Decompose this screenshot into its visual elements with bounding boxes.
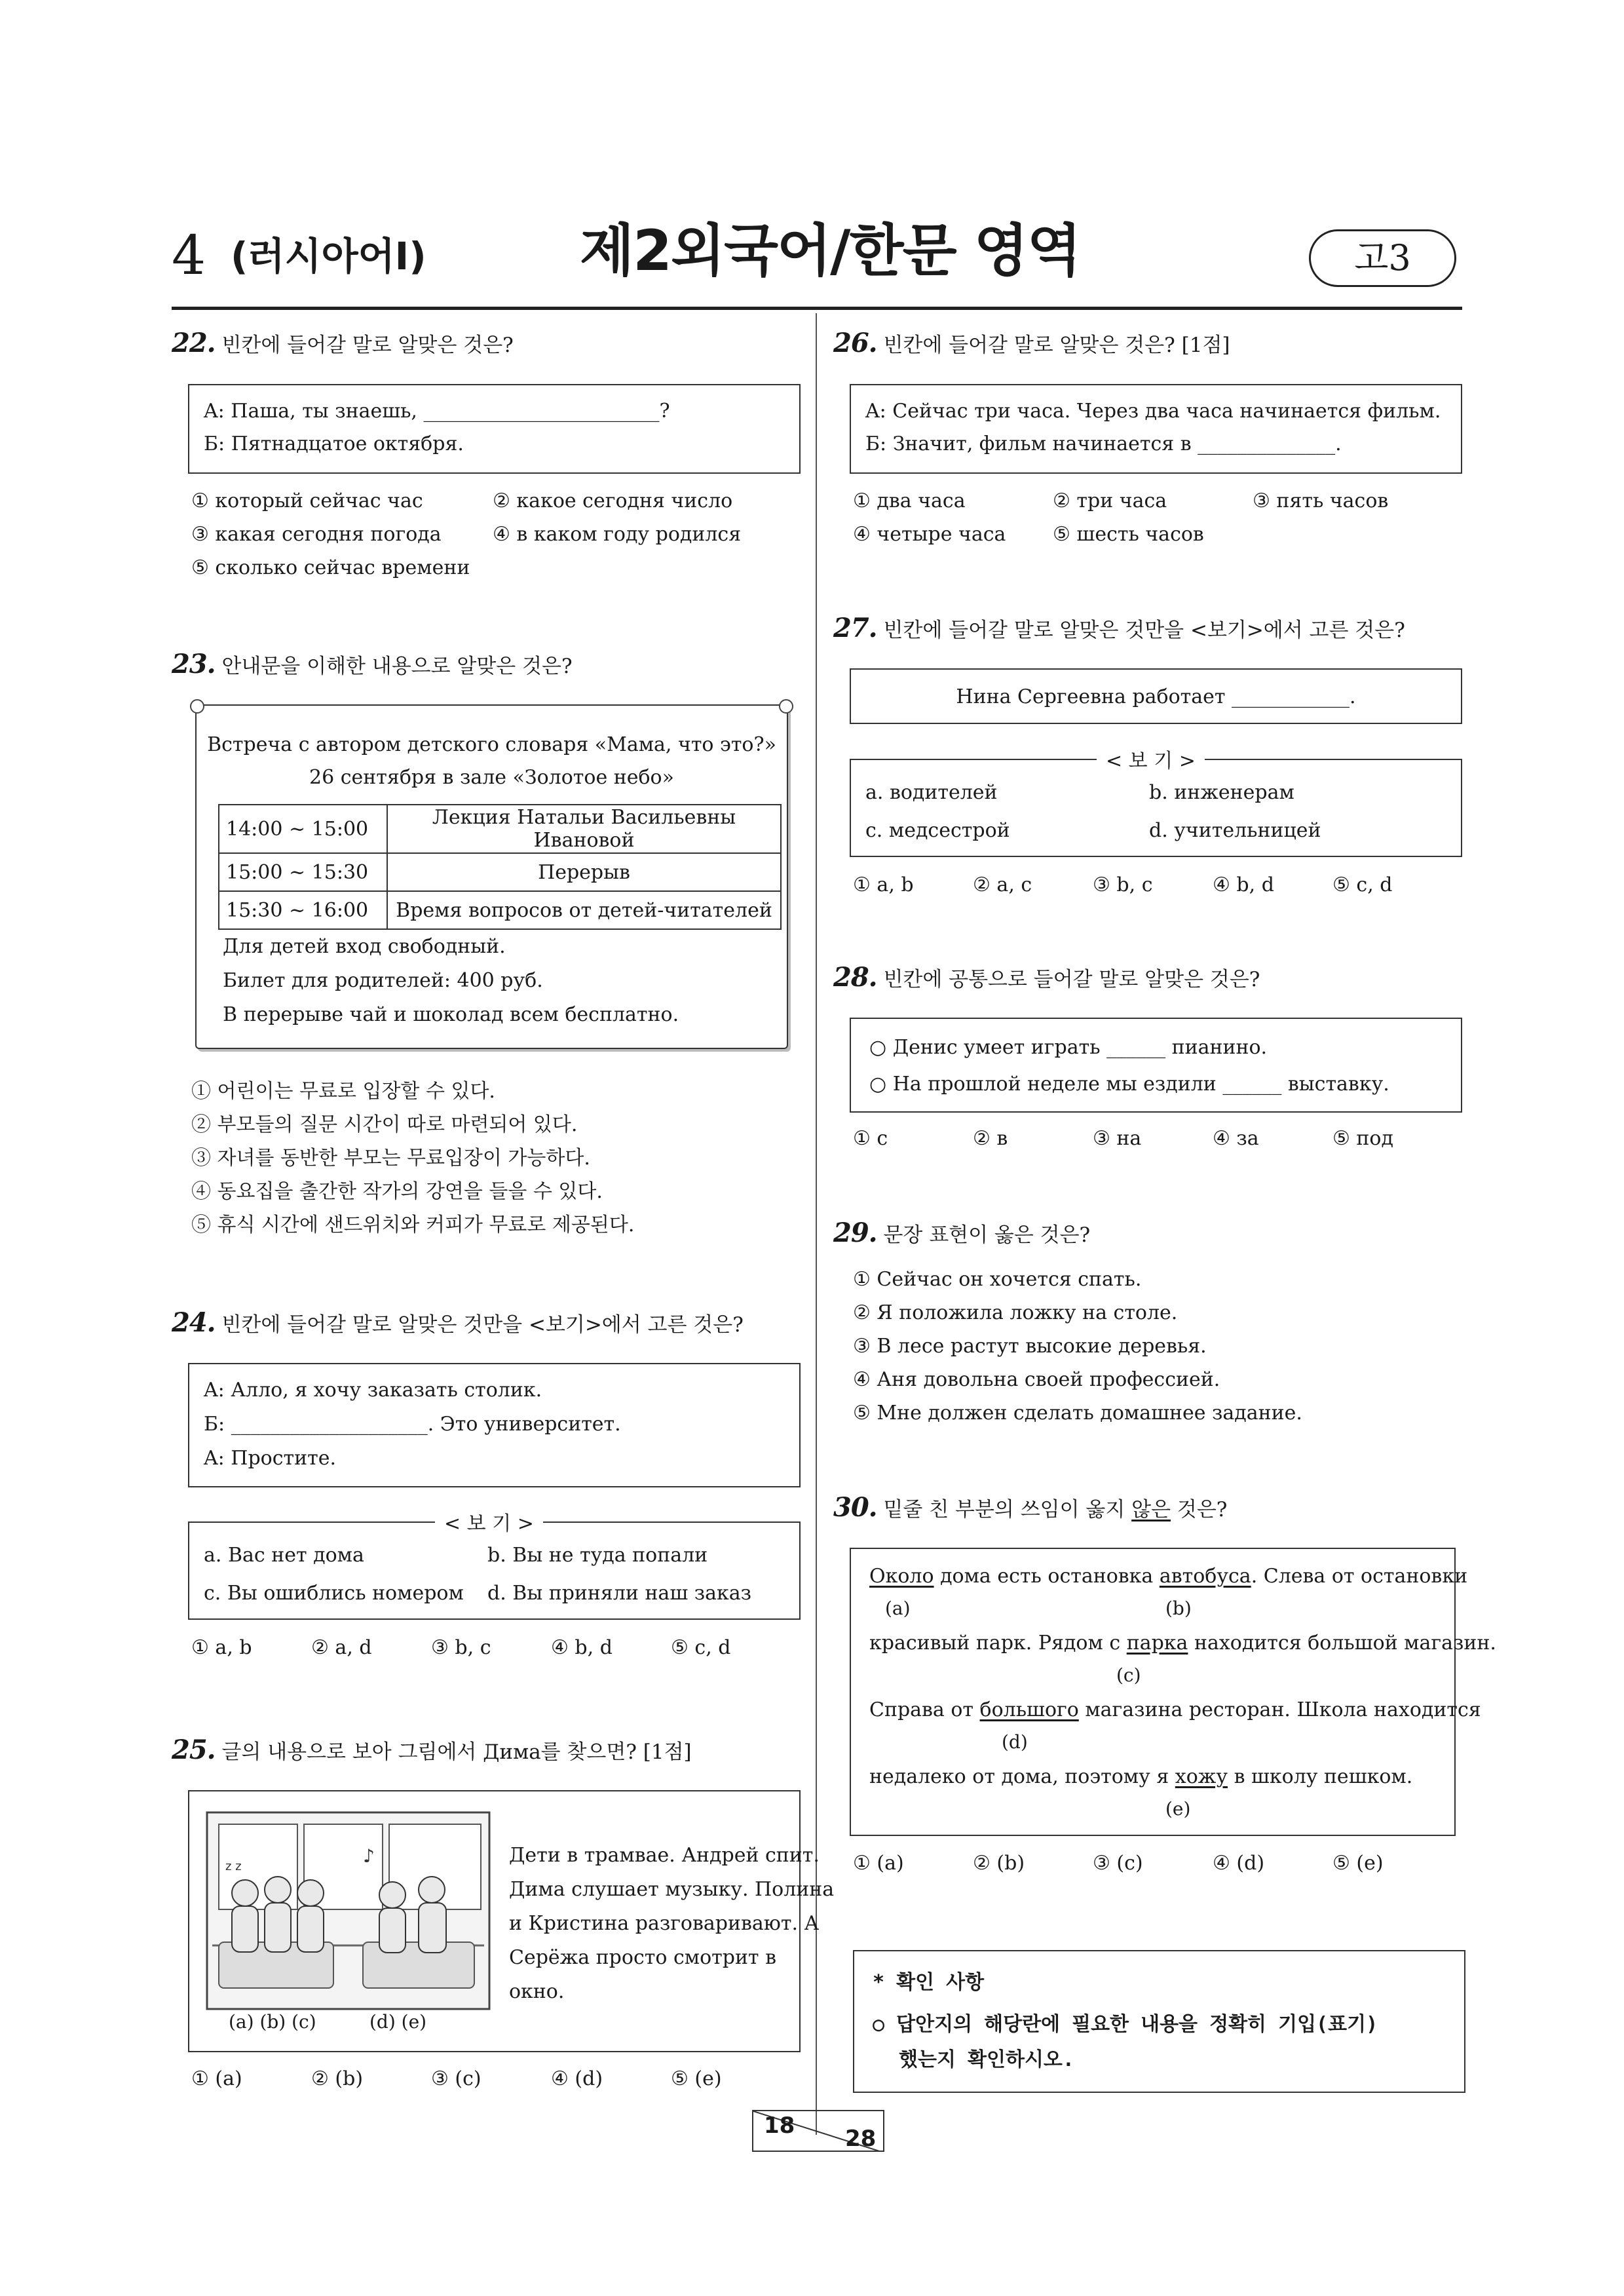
check-notice-box	[853, 1950, 1465, 2093]
option-5[interactable]: ⑤ (e)	[1332, 1852, 1384, 1875]
passage-text: . Слева от остановки	[1251, 1565, 1468, 1588]
check-title: * 확인 사항	[873, 1971, 985, 1994]
figure-labels: (a) (b) (c)	[229, 2011, 316, 2033]
option-1[interactable]: ① a, b	[853, 873, 914, 896]
question-text: 빈칸에 공통으로 들어갈 말로 알맞은 것은?	[883, 968, 1260, 991]
dialogue-line: Б: Пятнадцатое октября.	[204, 432, 464, 455]
option-3[interactable]: ③ b, c	[431, 1636, 491, 1659]
question-number: 27.	[833, 613, 877, 643]
table-row	[219, 805, 781, 853]
option-5[interactable]: ⑤ Мне должен сделать домашнее задание.	[853, 1402, 1302, 1425]
option-1[interactable]: ① который сейчас час	[191, 489, 423, 512]
schedule-event: Лекция Натальи Васильевны Ивановой	[387, 805, 781, 853]
option-3[interactable]: ③ (c)	[1093, 1852, 1143, 1875]
option-4[interactable]: ④ в каком году родился	[493, 523, 742, 546]
table-row	[219, 891, 781, 929]
option-1[interactable]: ① Сейчас он хочется спать.	[853, 1268, 1142, 1291]
option-3[interactable]: ③ b, c	[1093, 873, 1153, 896]
question-number: 28.	[833, 962, 877, 993]
sentence-line: ○ Денис умеет играть ______ пианино.	[869, 1036, 1268, 1059]
option-3[interactable]: ③ В лесе растут высокие деревья.	[853, 1335, 1207, 1358]
option-1[interactable]: ① 어린이는 무료로 입장할 수 있다.	[191, 1080, 495, 1103]
passage-text: в школу пешком.	[1228, 1765, 1413, 1788]
dialogue-line: Б: Значит, фильм начинается в ______________.	[865, 432, 1342, 455]
bogi-item: b. Вы не туда попали	[487, 1544, 708, 1567]
question-text: 빈칸에 들어갈 말로 알맞은 것은? [1점]	[883, 334, 1230, 357]
option-5[interactable]: ⑤ c, d	[671, 1636, 731, 1659]
question-text: 문장 표현이 옳은 것은?	[883, 1223, 1091, 1247]
q24-bogi-box	[188, 1512, 801, 1620]
question-text: 빈칸에 들어갈 말로 알맞은 것만을 <보기>에서 고른 것은?	[221, 1313, 744, 1337]
bogi-title: < 보 기 >	[1097, 744, 1205, 773]
page-number: 4	[172, 225, 206, 287]
option-4[interactable]: ④ (d)	[1213, 1852, 1265, 1875]
option-4[interactable]: ④ 동요집을 출간한 작가의 강연을 들을 수 있다.	[191, 1180, 603, 1203]
option-1[interactable]: ① (a)	[853, 1852, 904, 1875]
option-2[interactable]: ② Я положила ложку на столе.	[853, 1301, 1178, 1324]
schedule-event: Время вопросов от детей-читателей	[387, 891, 781, 929]
question-emphasis: 않은	[1131, 1498, 1171, 1521]
option-2[interactable]: ② три часа	[1053, 489, 1167, 512]
q27-header	[833, 613, 1405, 643]
q23-notice-board	[195, 704, 788, 1049]
q28-header	[833, 962, 1260, 993]
question-number: 26.	[833, 328, 877, 358]
option-3[interactable]: ③ какая сегодня погода	[191, 523, 442, 546]
table-row	[219, 853, 781, 891]
option-2[interactable]: ② a, d	[311, 1636, 372, 1659]
bogi-item: a. Вас нет дома	[204, 1544, 364, 1567]
bogi-item: a. водителей	[865, 781, 998, 804]
notice-note: Для детей вход свободный.	[223, 935, 506, 958]
question-number: 23.	[172, 649, 216, 679]
option-3[interactable]: ③ пять часов	[1253, 489, 1389, 512]
underlined-b: автобуса	[1159, 1565, 1251, 1588]
q27-sentence-box	[850, 668, 1462, 724]
passage-line: Серёжа просто смотрит в	[509, 1946, 776, 1969]
question-number: 29.	[833, 1217, 877, 1248]
subject-label: (러시아어Ⅰ)	[231, 234, 426, 278]
bogi-item: c. медсестрой	[865, 819, 1010, 842]
sentence-line: Нина Сергеевна работает ____________.	[956, 685, 1356, 708]
underlined-a: Около	[869, 1565, 934, 1588]
option-3[interactable]: ③ (c)	[431, 2067, 482, 2090]
grade-badge	[1309, 229, 1456, 287]
pin-icon	[190, 699, 204, 714]
marker-b: (b)	[1165, 1598, 1192, 1619]
passage-text: Справа от	[869, 1698, 980, 1721]
option-2[interactable]: ② (b)	[311, 2067, 364, 2090]
notice-note: Билет для родителей: 400 руб.	[223, 969, 543, 992]
passage-text: недалеко от дома, поэтому я	[869, 1765, 1175, 1788]
check-line: 했는지 확인하시오.	[899, 2048, 1074, 2071]
question-number: 25.	[172, 1734, 216, 1765]
q27-bogi-box	[850, 750, 1462, 857]
question-text: 빈칸에 들어갈 말로 알맞은 것만을 <보기>에서 고른 것은?	[883, 619, 1405, 642]
bogi-item: d. учительницей	[1149, 819, 1321, 842]
question-text: 빈칸에 들어갈 말로 알맞은 것은?	[221, 334, 514, 357]
page-indicator	[752, 2110, 884, 2152]
marker-e: (e)	[1165, 1798, 1191, 1820]
question-text-part: 밑줄 친 부분의 쓰임이 옳지	[883, 1498, 1132, 1521]
q26-header	[833, 328, 1230, 358]
notice-subtitle: 26 сентября в зале «Золотое небо»	[309, 766, 674, 789]
option-5[interactable]: ⑤ сколько сейчас времени	[191, 556, 470, 579]
passage-line: Дети в трамвае. Андрей спит.	[509, 1844, 820, 1867]
marker-d: (d)	[1002, 1731, 1028, 1753]
dialogue-line: A: Простите.	[204, 1447, 337, 1470]
schedule-table	[218, 804, 782, 930]
dialogue-line: A: Сейчас три часа. Через два часа начинается фильм.	[865, 400, 1441, 423]
q24-header	[172, 1307, 744, 1338]
q30-header	[833, 1492, 1227, 1523]
svg-text:z z: z z	[225, 1860, 242, 1873]
passage-text: находится большой магазин.	[1188, 1632, 1496, 1655]
bogi-item: d. Вы приняли наш заказ	[487, 1582, 751, 1605]
marker-c: (c)	[1116, 1664, 1141, 1686]
passage-line: окно.	[509, 1980, 565, 2003]
option-2[interactable]: ② a, c	[973, 873, 1032, 896]
option-4[interactable]: ④ Аня довольна своей профессией.	[853, 1368, 1220, 1391]
q23-header	[172, 649, 573, 679]
schedule-event: Перерыв	[387, 853, 781, 891]
passage-line	[869, 1630, 1496, 1656]
option-2[interactable]: ② в	[973, 1127, 1008, 1150]
grade-label: 고3	[1354, 237, 1411, 278]
pin-icon	[779, 699, 793, 714]
underlined-d: большого	[979, 1698, 1079, 1721]
svg-text:♪: ♪	[363, 1845, 375, 1867]
passage-text: красивый парк. Рядом с	[869, 1632, 1127, 1655]
question-number: 24.	[172, 1307, 216, 1338]
option-5[interactable]: ⑤ шесть часов	[1053, 523, 1204, 546]
passage-line	[869, 1697, 1481, 1723]
option-5[interactable]: ⑤ под	[1332, 1127, 1393, 1150]
sentence-line: ○ На прошлой неделе мы ездили ______ выставку.	[869, 1073, 1389, 1096]
figure-labels: (d) (e)	[369, 2011, 427, 2033]
bogi-item: b. инженерам	[1149, 781, 1294, 804]
tram-illustration	[206, 1811, 491, 2027]
q24-dialogue-box	[188, 1363, 801, 1487]
notice-title: Встреча с автором детского словаря «Мама, что это?»	[207, 733, 776, 756]
passage-line: и Кристина разговаривают. А	[509, 1912, 820, 1935]
option-5[interactable]: ⑤ (e)	[671, 2067, 722, 2090]
option-1[interactable]: ① с	[853, 1127, 888, 1150]
option-5[interactable]: ⑤ 휴식 시간에 샌드위치와 커피가 무료로 제공된다.	[191, 1214, 635, 1236]
underlined-c: парка	[1126, 1632, 1188, 1655]
question-number: 22.	[172, 328, 216, 358]
q25-header	[172, 1734, 692, 1765]
passage-text: магазина ресторан. Школа находится	[1078, 1698, 1481, 1721]
schedule-time: 15:30 ~ 16:00	[219, 891, 387, 929]
option-2[interactable]: ② какое сегодня число	[493, 489, 733, 512]
q22-header	[172, 328, 514, 358]
option-2[interactable]: ② (b)	[973, 1852, 1025, 1875]
q25-box	[188, 1790, 835, 2052]
question-number: 30.	[833, 1492, 877, 1523]
option-4[interactable]: ④ b, d	[551, 1636, 613, 1659]
q28-sentence-box	[850, 1018, 1462, 1113]
passage-line: Дима слушает музыку. Полина	[509, 1878, 835, 1901]
underlined-e: хожу	[1175, 1765, 1228, 1788]
passage-line	[869, 1563, 1467, 1589]
schedule-time: 14:00 ~ 15:00	[219, 805, 387, 853]
option-3[interactable]: ③ на	[1093, 1127, 1142, 1150]
option-1[interactable]: ① (a)	[191, 2067, 242, 2090]
passage-line	[869, 1764, 1412, 1789]
passage-text: дома есть остановка	[934, 1565, 1160, 1588]
question-text	[883, 1498, 1227, 1521]
question-text-part: 것은?	[1171, 1498, 1228, 1521]
dialogue-line: Б: ____________________. Это университет.	[204, 1413, 621, 1436]
bogi-item: c. Вы ошиблись номером	[204, 1582, 464, 1605]
q30-passage-box	[850, 1548, 1496, 1836]
option-4[interactable]: ④ (d)	[551, 2067, 603, 2090]
page-title: 제2외국어/한문 영역	[580, 218, 1080, 284]
total-pages: 28	[845, 2126, 877, 2152]
current-page: 18	[764, 2113, 795, 2139]
option-1[interactable]: ① два часа	[853, 489, 966, 512]
option-3[interactable]: ③ 자녀를 동반한 부모는 무료입장이 가능하다.	[191, 1147, 590, 1170]
option-4[interactable]: ④ четыре часа	[853, 523, 1006, 546]
notice-note: В перерыве чай и шоколад всем бесплатно.	[223, 1003, 679, 1026]
dialogue-line: A: Паша, ты знаешь, ________________________?	[204, 400, 670, 423]
q22-dialogue-box	[188, 384, 801, 474]
option-1[interactable]: ① a, b	[191, 1636, 252, 1659]
schedule-time: 15:00 ~ 15:30	[219, 853, 387, 891]
bogi-title: < 보 기 >	[435, 1507, 543, 1536]
option-4[interactable]: ④ b, d	[1213, 873, 1274, 896]
q26-dialogue-box	[850, 384, 1462, 474]
header-rule	[172, 307, 1462, 310]
dialogue-line: A: Алло, я хочу заказать столик.	[204, 1379, 542, 1402]
option-5[interactable]: ⑤ c, d	[1332, 873, 1393, 896]
check-line: ○ 답안지의 해당란에 필요한 내용을 정확히 기입(표기)	[873, 2013, 1378, 2036]
question-text: 안내문을 이해한 내용으로 알맞은 것은?	[221, 655, 573, 678]
marker-a: (a)	[885, 1598, 911, 1619]
question-text: 글의 내용으로 보아 그림에서 Дима를 찾으면? [1점]	[221, 1740, 692, 1764]
option-4[interactable]: ④ за	[1213, 1127, 1259, 1150]
q29-header	[833, 1217, 1090, 1248]
option-2[interactable]: ② 부모들의 질문 시간이 따로 마련되어 있다.	[191, 1113, 578, 1136]
